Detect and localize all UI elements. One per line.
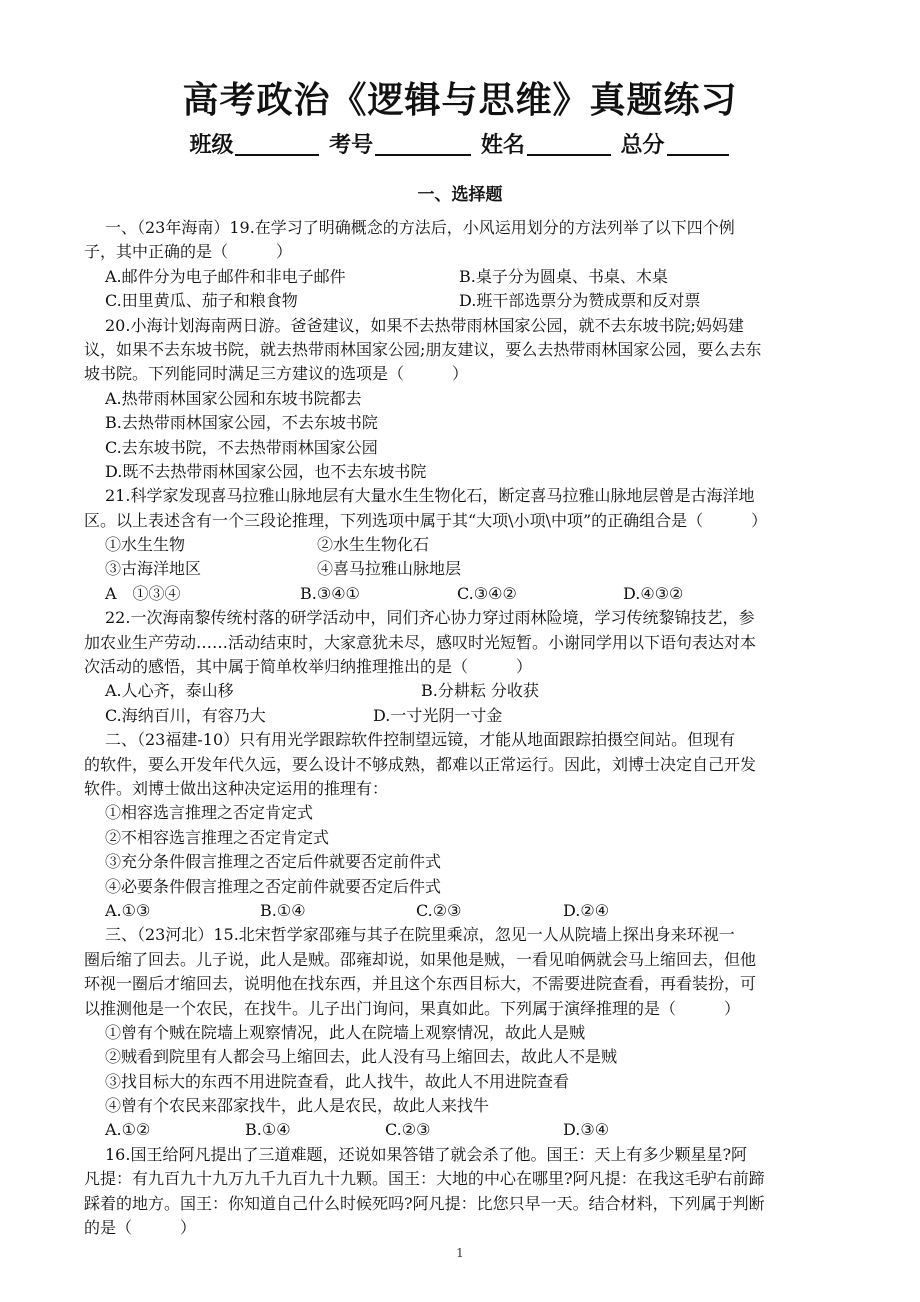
text-line: 16.国王给阿凡提出了三道难题，还说如果答错了就会杀了他。国王：天上有多少颗星星?阿 (105, 1144, 748, 1164)
text-line: 的是（ ） (84, 1218, 197, 1238)
q20-option-b[interactable]: B.去热带雨林国家公园，不去东坡书院 (105, 413, 378, 433)
score-blank[interactable] (667, 132, 729, 156)
student-info-line (0, 128, 920, 159)
page-number: 1 (456, 1246, 464, 1260)
hb-options-row (84, 1118, 866, 1142)
list-item: ③充分条件假言推理之否定后件就要否定前件式 (105, 852, 442, 872)
q21-options-row (84, 582, 866, 606)
q20-option-d[interactable]: D.既不去热带雨林国家公园，也不去东坡书院 (105, 461, 427, 481)
q21-item-3: ③古海洋地区 (105, 559, 202, 579)
q22-options-row (84, 679, 866, 703)
question-body (84, 216, 866, 1240)
q21-option-c[interactable]: C.③④② (457, 583, 517, 603)
score-label: 总分 (620, 133, 665, 158)
list-item: ④必要条件假言推理之否定前件就要否定后件式 (105, 876, 442, 896)
list-item: ④曾有个农民来邵家找牛，此人是农民，故此人来找牛 (105, 1096, 490, 1116)
text-line: 次活动的感悟，其中属于简单枚举归纳推理推出的是（ ） (84, 657, 533, 677)
text-line: 22.一次海南黎传统村落的研学活动中，同们齐心协力穿过雨林险境，学习传统黎锦技艺，参 (105, 608, 755, 628)
q19-option-b[interactable]: B.桌子分为圆桌、书桌、木桌 (459, 266, 668, 286)
list-item: ①曾有个贼在院墙上观察情况，此人在院墙上观察情况，故此人是贼 (105, 1022, 586, 1042)
name-blank[interactable] (527, 132, 611, 156)
q21-item-1: ①水生生物 (105, 535, 186, 555)
list-item: ①相容选言推理之否定肯定式 (105, 803, 314, 823)
text-line: 二、（23福建-10）只有用光学跟踪软件控制望远镜，才能从地面跟踪拍摄空间站。但现有 (105, 730, 736, 750)
q22-option-c[interactable]: C.海纳百川，有容乃大 (105, 705, 266, 725)
page-title: 高考政治《逻辑与思维》真题练习 (182, 80, 738, 121)
text-line: 子，其中正确的是（ ） (84, 242, 293, 262)
class-blank[interactable] (235, 132, 319, 156)
hb-option-d[interactable]: D.③④ (563, 1120, 610, 1140)
q20-option-a[interactable]: A.热带雨林国家公园和东坡书院都去 (105, 388, 362, 408)
text-line: 环视一圈后才缩回去，说明他在找东西，并且这个东西目标大，不需要进院查看，再看装扮，可 (84, 974, 757, 994)
text-line: 圈后缩了回去。儿子说，此人是贼。邵雍却说，如果他是贼，一看见咱俩就会马上缩回去，但他 (84, 949, 757, 969)
q19-options-row (84, 265, 866, 289)
text-line: 坡书院。下列能同时满足三方建议的选项是（ ） (84, 364, 469, 384)
q19-option-a[interactable]: A.邮件分为电子邮件和非电子邮件 (105, 266, 346, 286)
hb-option-c[interactable]: C.②③ (385, 1120, 431, 1140)
q21-item-4: ④喜马拉雅山脉地层 (317, 559, 462, 579)
text-line: 21.科学家发现喜马拉雅山脉地层有大量水生生物化石，断定喜马拉雅山脉地层曾是古海洋地 (105, 486, 755, 506)
list-item: ②不相容选言推理之否定肯定式 (105, 827, 330, 847)
fj-option-d[interactable]: D.②④ (563, 900, 610, 920)
text-line: 三、（23河北）15.北宋哲学家邵雍与其子在院里乘凉，忽见一人从院墙上探出身来环视一 (105, 925, 735, 945)
q21-item-2: ②水生生物化石 (317, 535, 430, 555)
text-line: 以推测他是一个农民，在找牛。儿子出门询问，果真如此。下列属于演绎推理的是（ ） (84, 998, 741, 1018)
q21-option-a[interactable]: A ①③④ (105, 583, 181, 603)
q22-option-b[interactable]: B.分耕耘 分收获 (421, 681, 539, 701)
number-blank[interactable] (375, 132, 471, 156)
q21-option-b[interactable]: B.③④① (300, 583, 360, 603)
text-line: 加农业生产劳动……活动结束时，大家意犹未尽，感叹时光短暂。小谢同学用以下语句表达对本 (84, 632, 757, 652)
fj-option-b[interactable]: B.①④ (260, 900, 306, 920)
text-line: 软件。刘博士做出这种决定运用的推理有： (84, 778, 389, 798)
q19-options-row (84, 289, 866, 313)
name-label: 姓名 (480, 133, 525, 158)
fj-option-c[interactable]: C.②③ (416, 900, 462, 920)
text-line: 一、（23年海南）19.在学习了明确概念的方法后，小风运用划分的方法列举了以下四个例 (105, 218, 735, 237)
hb-option-a[interactable]: A.①② (105, 1120, 151, 1140)
fj-options-row (84, 899, 866, 923)
list-item: ③找目标大的东西不用进院查看，此人找牛，故此人不用进院查看 (105, 1071, 570, 1091)
text-line: 20.小海计划海南两日游。爸爸建议，如果不去热带雨林国家公园，就不去东坡书院;妈妈建 (105, 315, 744, 335)
text-line: 的软件，要么开发年代久远，要么设计不够成熟，都难以正常运行。因此，刘博士决定自己开发 (84, 754, 757, 774)
text-line: 踩着的地方。国王：你知道自己什么时候死吗?阿凡提：比您只早一天。结合材料，下列属于判断 (84, 1193, 765, 1213)
q22-option-d[interactable]: D.一寸光阴一寸金 (373, 705, 503, 725)
number-label: 考号 (329, 133, 374, 158)
class-label: 班级 (189, 133, 234, 158)
text-line: 区。以上表述含有一个三段论推理，下列选项中属于其“大项\小项\中项”的正确组合是（ ） (84, 510, 768, 530)
q20-option-c[interactable]: C.去东坡书院，不去热带雨林国家公园 (105, 437, 378, 457)
q22-option-a[interactable]: A.人心齐，泰山移 (105, 681, 234, 701)
q21-option-d[interactable]: D.④③② (623, 583, 684, 603)
q19-option-c[interactable]: C.田里黄瓜、茄子和粮食物 (105, 291, 298, 311)
text-line: 议，如果不去东坡书院，就去热带雨林国家公园;朋友建议，要么去热带雨林国家公园，要么去东 (84, 339, 762, 359)
q19-option-d[interactable]: D.班干部选票分为赞成票和反对票 (459, 291, 701, 311)
section-heading: 一、选择题 (417, 185, 503, 205)
fj-option-a[interactable]: A.①③ (105, 900, 151, 920)
q21-items-row (84, 557, 866, 581)
list-item: ②贼看到院里有人都会马上缩回去，此人没有马上缩回去，故此人不是贼 (105, 1047, 618, 1067)
text-line: 凡提：有九百九十九万九千九百九十九颗。国王：大地的中心在哪里?阿凡提：在我这毛驴右前蹄 (84, 1169, 765, 1189)
q22-options-row (84, 704, 866, 728)
hb-option-b[interactable]: B.①④ (245, 1120, 291, 1140)
q21-items-row (84, 533, 866, 557)
